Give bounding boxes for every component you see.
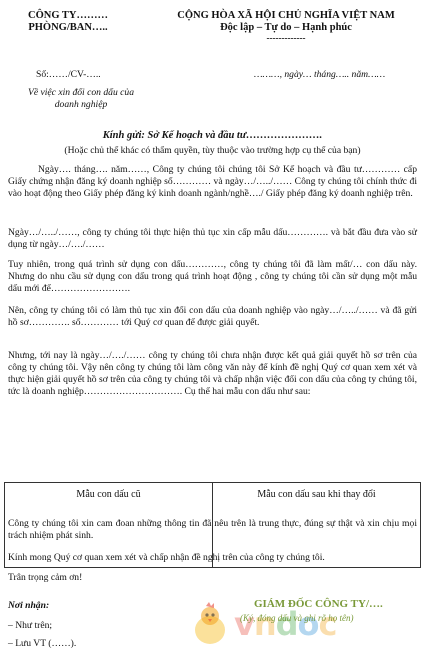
paragraph-seal-issuance: Ngày…/…../……, công ty chúng tôi thực hiện thủ tục xin cấp mẫu dấu…………. và bắt đầu đưa vào sử dụng từ ngày…/…./…… [8, 227, 417, 250]
paragraph-request: Nhưng, tới nay là ngày…/…./…… công ty chúng tôi chưa nhận được kết quả giải quyết hồ sơ trên của công ty chúng tôi. Vậy nên công ty chúng tôi làm công văn này để kính đề nghị Quý cơ quan xem xét và thực hiện giải quyết hồ sơ trên của công ty chúng tôi và chấp nhận việc đổi con dấu của công ty chúng tôi, tức là doanh nghiệp…………………………. Cụ thể hai mẫu con dấu như sau: [8, 350, 417, 397]
addressee: Kính gửi: Sở Kế hoạch và đầu tư…………………. [102, 130, 323, 141]
nation-motto: Độc lập – Tự do – Hạnh phúc [220, 22, 352, 33]
document-date: ………, ngày… tháng….. năm…… [254, 69, 386, 80]
paragraph-application: Nên, công ty chúng tôi có làm thủ tục xin đổi con dấu của doanh nghiệp vào ngày…/…../…… và đã gửi hồ sơ…………. số………… tới Quý cơ quan để được giải quyết. [8, 305, 417, 328]
vndoc-mascot-icon [186, 600, 234, 648]
signature-title: GIÁM ĐỐC CÔNG TY/…. [254, 598, 383, 610]
paragraph-registration: Ngày…. tháng…. năm……, Công ty chúng tôi chúng tôi Sở Kế hoạch và đầu tư………… cấp Giấy chứng nhận đăng ký doanh nghiệp số………… và ngày…/…../…… Công ty chúng tôi chính thức đi vào hoạt động theo Giấy phép đăng ký kinh doanh ngành/nghề…./ Giấy phép đăng ký doanh nghiệp trên. [8, 164, 417, 199]
nation-title: CỘNG HÒA XÃ HỘI CHỦ NGHĨA VIỆT NAM [177, 10, 395, 21]
addressee-note: (Hoặc chủ thể khác có thẩm quyền, tùy thuộc vào trường hợp cụ thể của bạn) [64, 145, 361, 156]
closing-commitment: Công ty chúng tôi xin cam đoan những thông tin đã nêu trên là trung thực, đúng sự thật và xin chịu mọi trách nhiệm phát sinh. [8, 518, 417, 541]
paragraph-seal-loss: Tuy nhiên, trong quá trình sử dụng con dấu…………, công ty chúng tôi đã làm mất/… con dấu này. Nhưng do nhu cầu sử dụng con dấu trong quá trình hoạt động , công ty chúng tôi cần sử dụng một mẫu dấu mới để……………………. [8, 259, 417, 294]
department-name: PHÒNG/BAN….. [28, 22, 108, 33]
document-subject-line1: Về việc xin đổi con dấu của [27, 87, 135, 98]
document-subject-line2: doanh nghiệp [54, 99, 108, 110]
new-seal-label: Mẫu con dấu sau khi thay đổi [257, 489, 376, 500]
closing-request: Kính mong Quý cơ quan xem xét và chấp nhận đề nghị trên của công ty chúng tôi. [8, 552, 325, 563]
recipient-item: – Lưu VT (……). [8, 638, 77, 649]
recipients-heading: Nơi nhận: [8, 600, 50, 611]
recipient-item: – Như trên; [8, 620, 53, 631]
company-name: CÔNG TY……… [27, 10, 109, 21]
old-seal-label: Mẫu con dấu cũ [76, 489, 141, 500]
closing-thanks: Trân trọng cảm ơn! [8, 572, 83, 583]
document-number: Số:……/CV-….. [36, 69, 101, 80]
vndoc-watermark: vndoc [234, 605, 337, 643]
signature-note: (Ký, đóng dấu và ghi rõ họ tên) [240, 613, 354, 623]
nation-rule: ------------- [266, 33, 306, 43]
